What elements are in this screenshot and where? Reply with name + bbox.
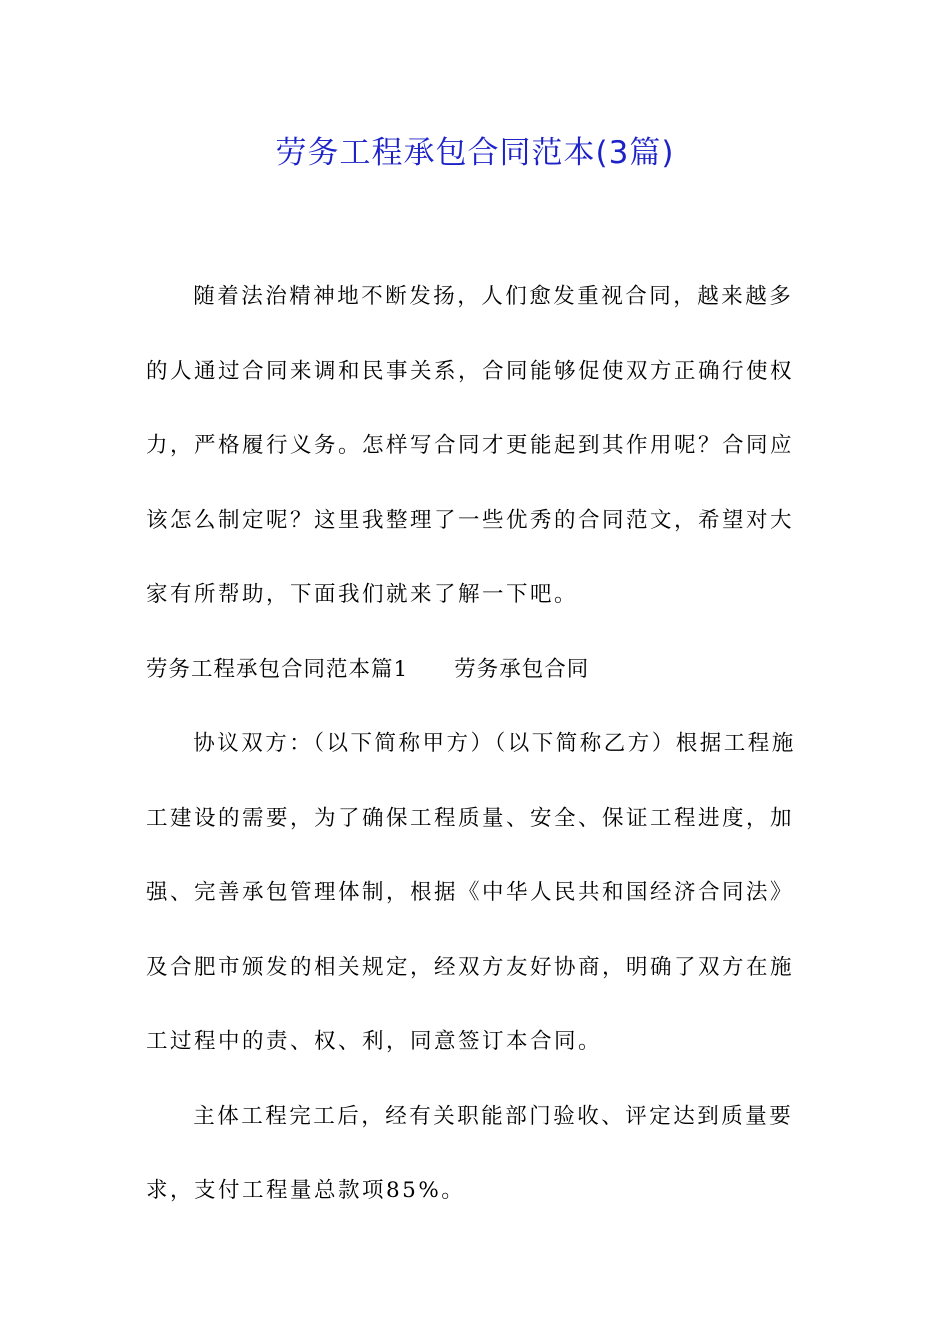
section-heading: 劳务工程承包合同范本篇1 bbox=[146, 656, 409, 682]
section-heading-line bbox=[146, 633, 806, 708]
document-body bbox=[146, 260, 806, 1229]
section-subtitle: 劳务承包合同 bbox=[454, 656, 590, 682]
intro-paragraph: 随着法治精神地不断发扬，人们愈发重视合同，越来越多的人通过合同来调和民事关系，合同能够促使双方正确行使权力，严格履行义务。怎样写合同才更能起到其作用呢？合同应该怎么制定呢？这里我整理了一些优秀的合同范文，希望对大家有所帮助，下面我们就来了解一下吧。 bbox=[146, 284, 795, 607]
body-paragraph: 主体工程完工后，经有关职能部门验收、评定达到质量要求，支付工程量总款项85%。 bbox=[146, 1103, 794, 1203]
document-title: 劳务工程承包合同范本(3篇) bbox=[275, 135, 675, 171]
body-paragraph: 协议双方：（以下简称甲方）（以下简称乙方）根据工程施工建设的需要，为了确保工程质量、安全、保证工程进度，加强、完善承包管理体制，根据《中华人民共和国经济合同法》及合肥市颁发的相关规定，经双方友好协商，明确了双方在施工过程中的责、权、利，同意签订本合同。 bbox=[146, 731, 796, 1054]
